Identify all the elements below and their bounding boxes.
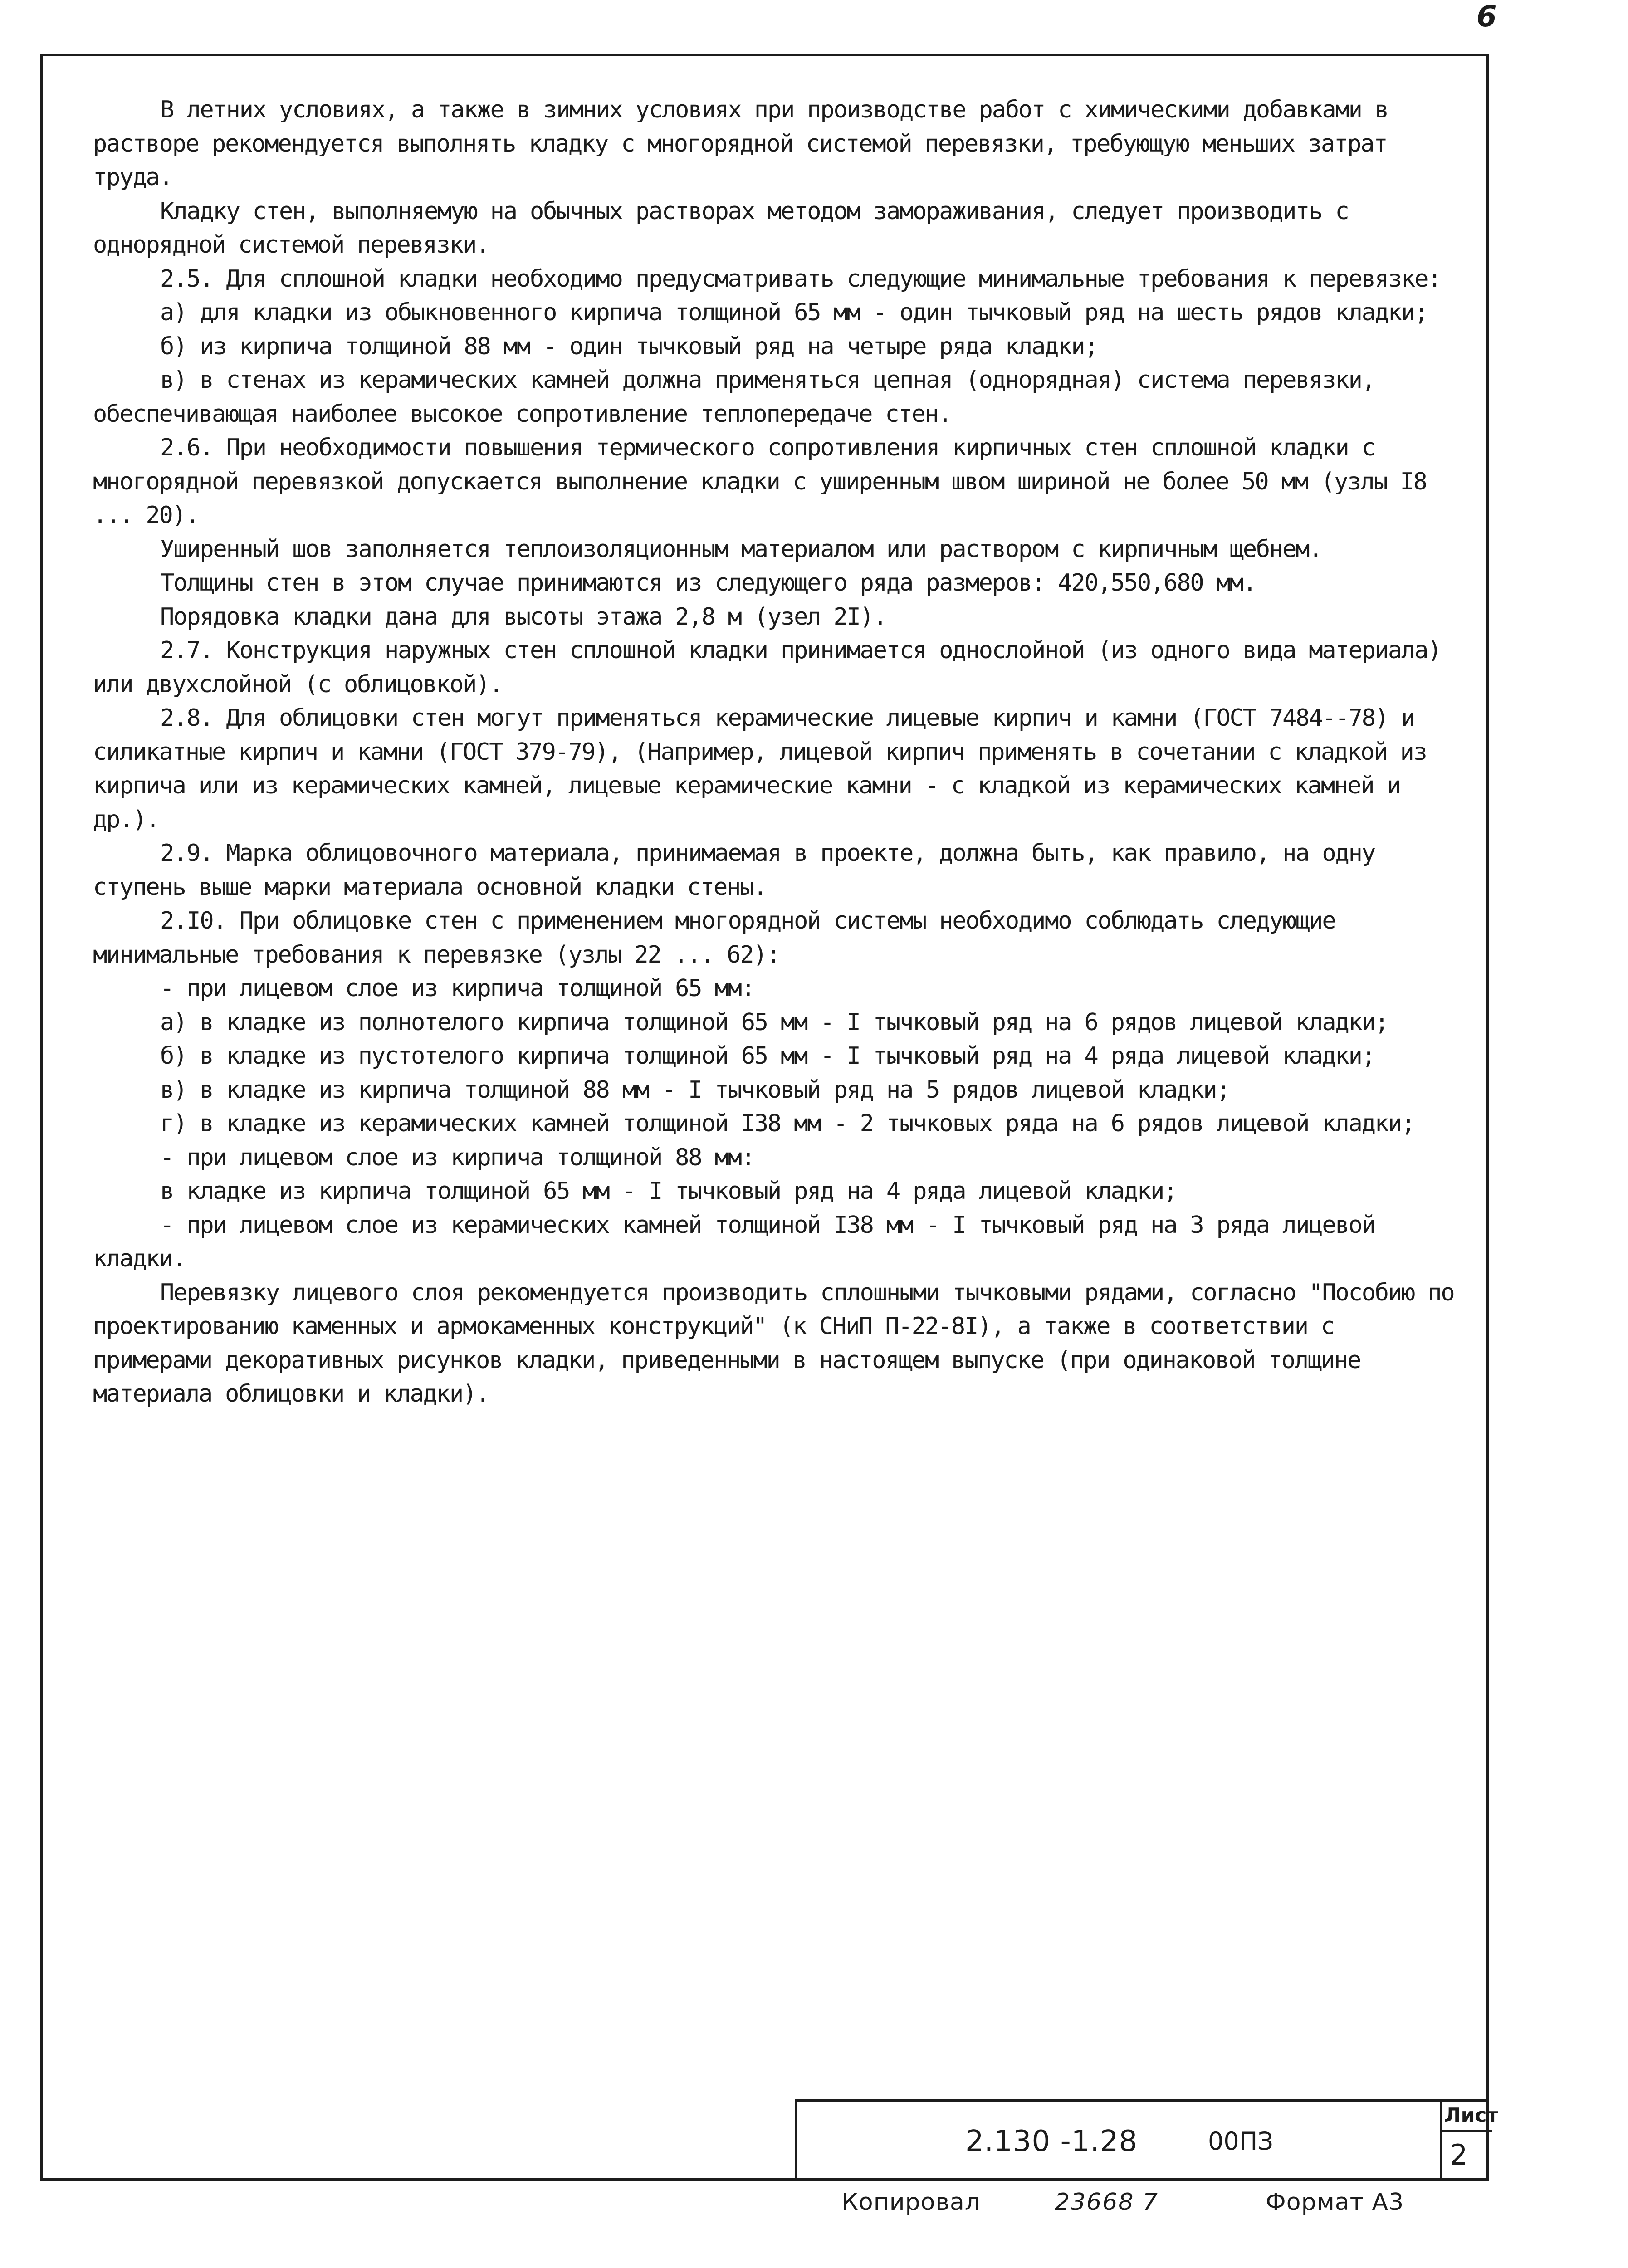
paragraph: Перевязку лицевого слоя рекомендуется производить сплошными тычковыми рядами, согласно "Пособию по проектированию каменных и армокаменных конструкций" (к СНиП П-22-8I), а также в соответствии с примерами декоративных рисунков кладки, приведенными в настоящем выпуске (при одинаковой толщине материала облицовки и кладки). [93,1279,1454,1408]
paragraph: б) из кирпича толщиной 88 мм - один тычковый ряд на четыре ряда кладки; [160,332,1098,360]
paragraph: Толщины стен в этом случае принимаются из следующего ряда размеров: 420,550,680 мм. [160,569,1256,596]
document-suffix: 00ПЗ [1208,2127,1273,2156]
paragraph: 2.I0. При облицовке стен с применением многорядной системы необходимо соблюдать следующие минимальные требования к перевязке (узлы 22 ... 62): [93,907,1335,968]
paragraph: - при лицевом слое из кирпича толщиной 65 мм: [160,975,754,1002]
title-block-divider [1440,2102,1442,2181]
footer-copied-label: Копировал [841,2189,981,2216]
document-code: 2.130 -1.28 [965,2125,1138,2158]
sheet-label: Лист [1444,2104,1498,2127]
paragraph: а) в кладке из полнотелого кирпича толщиной 65 мм - I тычковый ряд на 6 рядов лицевой кладки; [160,1008,1388,1036]
paragraph: - при лицевом слое из керамических камней толщиной I38 мм - I тычковый ряд на 3 ряда лицевой кладки. [93,1211,1375,1272]
paragraph: в) в кладке из кирпича толщиной 88 мм - I тычковый ряд на 5 рядов лицевой кладки; [160,1076,1230,1104]
document-body [93,93,1458,1411]
title-block [795,2099,1498,2181]
paragraph: 2.7. Конструкция наружных стен сплошной кладки принимается однослойной (из одного вида материала) или двухслойной (с облицовкой). [93,637,1441,698]
title-block-sheet-divider [1440,2130,1492,2132]
paragraph: г) в кладке из керамических камней толщиной I38 мм - 2 тычковых ряда на 6 рядов лицевой кладки; [160,1110,1415,1137]
paragraph: а) для кладки из обыкновенного кирпича толщиной 65 мм - один тычковый ряд на шесть рядов кладки; [160,299,1428,326]
page-corner-number: 6 [1476,0,1497,34]
sheet-number: 2 [1450,2138,1468,2171]
paragraph: Уширенный шов заполняется теплоизоляционным материалом или раствором с кирпичным щебнем. [160,535,1322,563]
paragraph: 2.8. Для облицовки стен могут применяться керамические лицевые кирпич и камни (ГОСТ 7484--78) и силикатные кирпич и камни (ГОСТ 379-79), (Например, лицевой кирпич применять в сочетании с кладкой из кирпича или из керамических камней, лицевые керамические камни - с кладкой из керамических камней и др.). [93,704,1427,833]
footer-copied-number: 23668 7 [1055,2189,1159,2216]
footer-format-label: Формат А3 [1266,2189,1404,2216]
paragraph: Порядовка кладки дана для высоты этажа 2,8 м (узел 2I). [160,603,886,631]
paragraph: 2.9. Марка облицовочного материала, принимаемая в проекте, должна быть, как правило, на одну ступень выше марки материала основной кладки стены. [93,840,1375,901]
paragraph: 2.6. При необходимости повышения термического сопротивления кирпичных стен сплошной кладки с многорядной перевязкой допускается выполнение кладки с уширенным швом шириной не более 50 мм (узлы I8 ... 20). [93,434,1427,529]
paragraph: В летних условиях, а также в зимних условиях при производстве работ с химическими добавками в растворе рекомендуется выполнять кладку с многорядной системой перевязки, требующую меньших затрат труда. [93,96,1388,191]
paragraph: 2.5. Для сплошной кладки необходимо предусматривать следующие минимальные требования к перевязке: [160,265,1441,293]
paragraph: в) в стенах из керамических камней должна применяться цепная (однорядная) система перевязки, обеспечивающая наиболее высокое сопротивление теплопередаче стен. [93,367,1375,428]
paragraph: - при лицевом слое из кирпича толщиной 88 мм: [160,1144,754,1171]
paragraph: Кладку стен, выполняемую на обычных растворах методом замораживания, следует производить с однорядной системой перевязки. [93,197,1349,259]
paragraph: в кладке из кирпича толщиной 65 мм - I тычковый ряд на 4 ряда лицевой кладки; [160,1178,1177,1205]
paragraph: б) в кладке из пустотелого кирпича толщиной 65 мм - I тычковый ряд на 4 ряда лицевой кладки; [160,1042,1375,1070]
